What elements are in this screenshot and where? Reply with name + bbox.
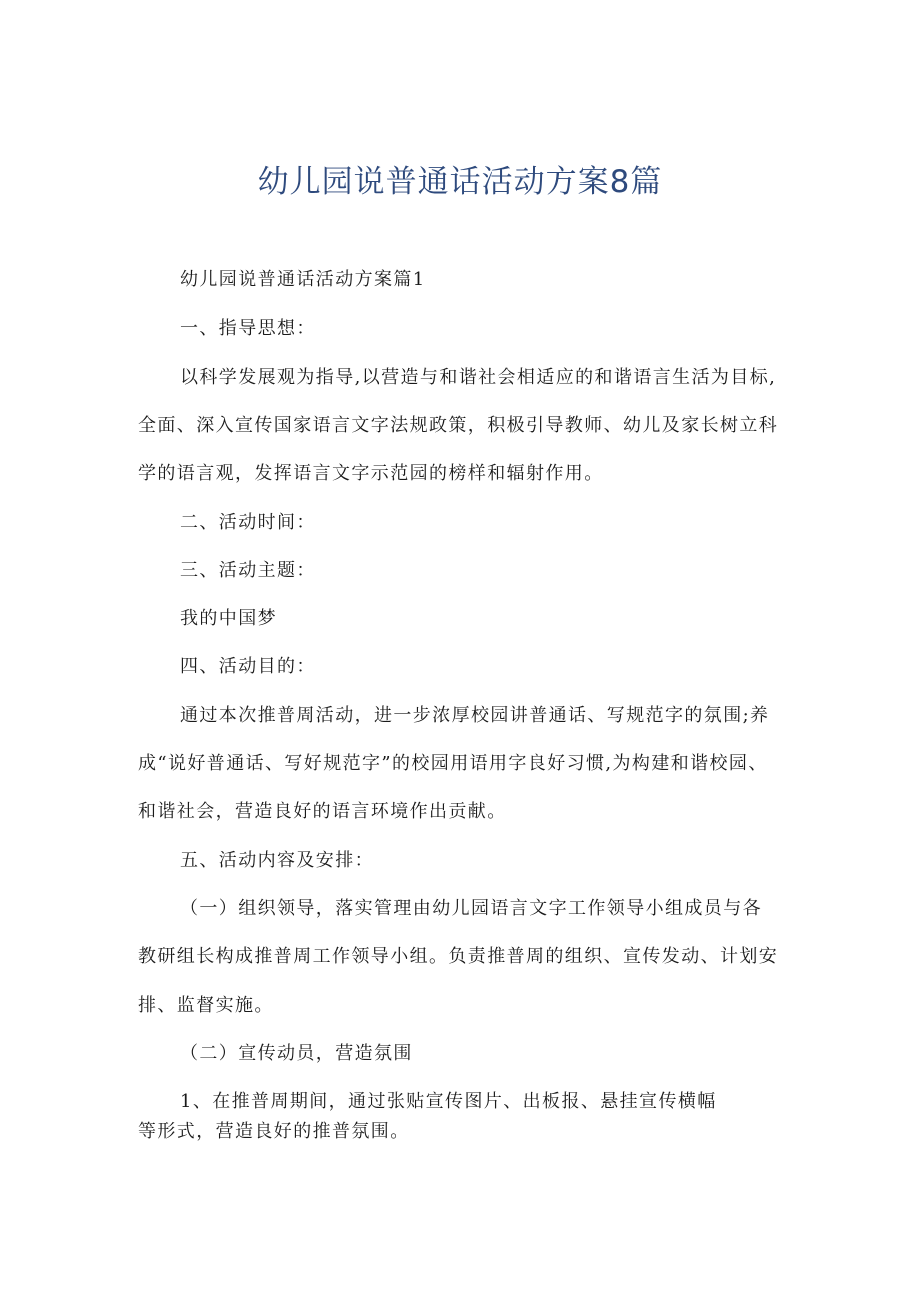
paragraph-line: 全面、深入宣传国家语言文字法规政策，积极引导教师、幼儿及家长树立科	[138, 415, 779, 436]
paragraph-line: 成“说好普通话、写好规范字”的校园用语用字良好习惯,为构建和谐校园、	[138, 753, 768, 774]
paragraph-line: 以科学发展观为指导,以营造与和谐社会相适应的和谐语言生活为目标,	[180, 367, 777, 388]
paragraph-line: 和谐社会，营造良好的语言环境作出贡献。	[138, 801, 507, 822]
heading-guiding-ideology: 一、指导思想：	[180, 318, 316, 339]
heading-activity-content: 五、活动内容及安排：	[180, 850, 374, 871]
heading-activity-theme: 三、活动主题：	[180, 560, 316, 581]
paragraph-line: （一）组织领导，落实管理由幼儿园语言文字工作领导小组成员与各	[180, 898, 762, 919]
activity-theme-text: 我的中国梦	[180, 608, 277, 629]
paragraph-line: 等形式，营造良好的推普氛围。	[138, 1121, 410, 1142]
paragraph-line: 通过本次推普周活动，进一步浓厚校园讲普通话、写规范字的氛围;养	[180, 705, 770, 726]
heading-activity-time: 二、活动时间：	[180, 512, 316, 533]
paragraph-line: 教研组长构成推普周工作领导小组。负责推普周的组织、宣传发动、计划安	[138, 946, 779, 967]
subheading-publicity: （二）宣传动员，营造氛围	[180, 1043, 413, 1064]
paragraph-line: 排、监督实施。	[138, 995, 274, 1016]
heading-activity-purpose: 四、活动目的：	[180, 656, 316, 677]
document-title: 幼儿园说普通话活动方案8篇	[257, 164, 663, 200]
paragraph-line: 学的语言观，发挥语言文字示范园的榜样和辐射作用。	[138, 463, 604, 484]
section-heading-plan-1: 幼儿园说普通话活动方案篇1	[180, 269, 426, 290]
paragraph-line: 1、在推普周期间，通过张贴宣传图片、出板报、悬挂宣传横幅	[180, 1091, 717, 1112]
